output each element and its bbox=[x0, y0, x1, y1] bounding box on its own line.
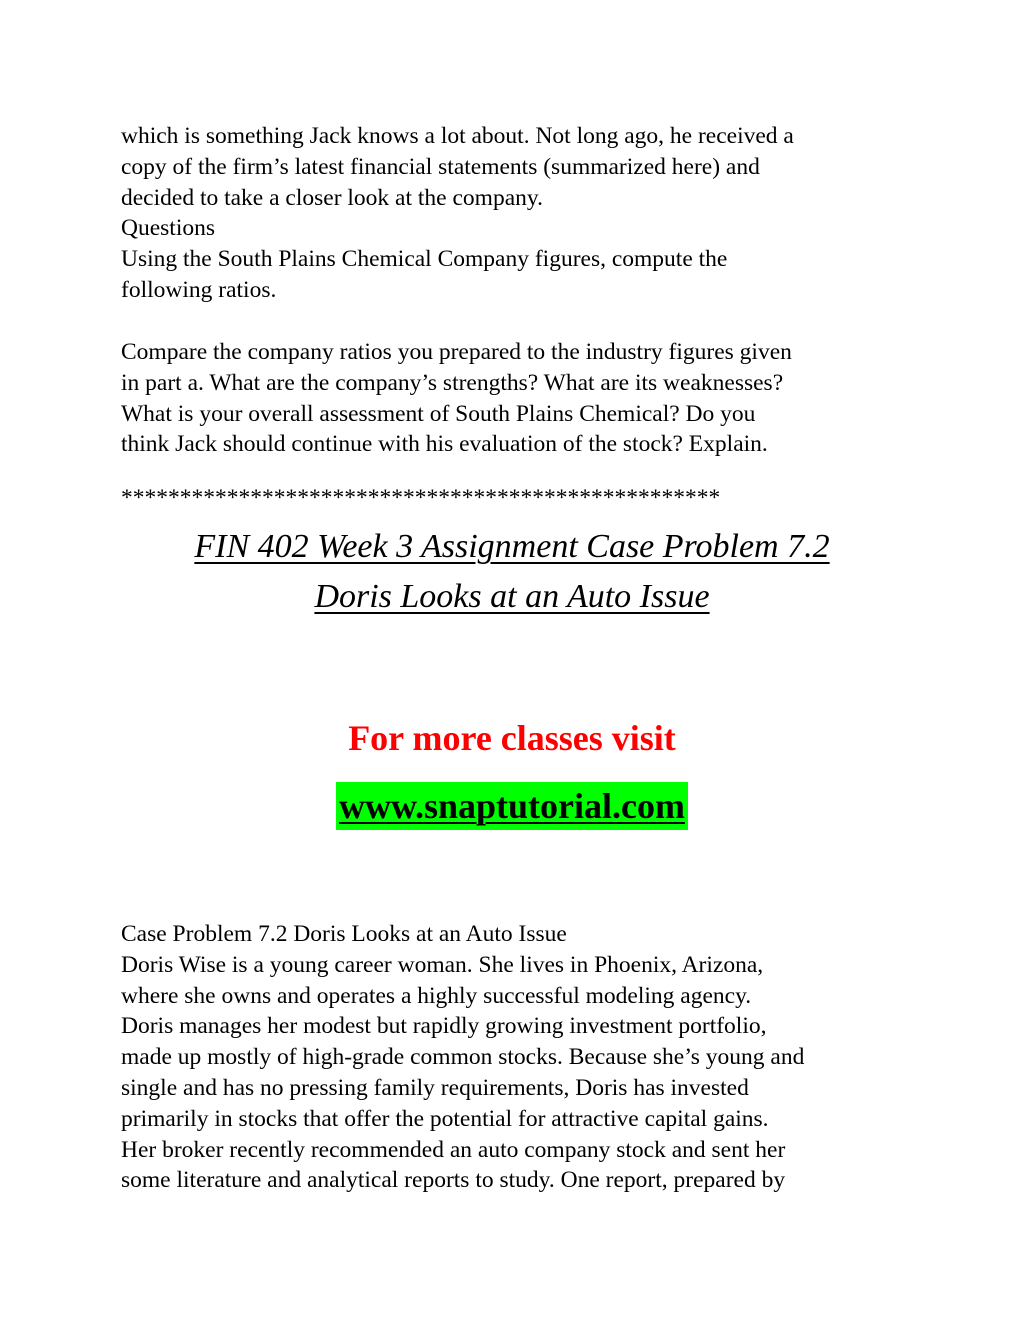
compare-paragraph bbox=[121, 337, 921, 460]
intro-line: which is something Jack knows a lot about. Not long ago, he received a bbox=[121, 123, 794, 149]
separator-line: *************************************************** bbox=[121, 485, 721, 511]
case-line: where she owns and operates a highly successful modeling agency. bbox=[121, 982, 752, 1009]
case-line: single and has no pressing family requirements, Doris has invested bbox=[121, 1074, 749, 1101]
case-line: primarily in stocks that offer the potential for attractive capital gains. bbox=[121, 1105, 769, 1132]
promo-link-container bbox=[0, 782, 1024, 830]
assignment-title: FIN 402 Week 3 Assignment Case Problem 7.2 bbox=[194, 528, 830, 565]
case-line: Doris manages her modest but rapidly growing investment portfolio, bbox=[121, 1013, 767, 1040]
intro-line: copy of the firm’s latest financial statements (summarized here) and bbox=[121, 153, 760, 180]
intro-line: following ratios. bbox=[121, 276, 277, 303]
case-line: made up mostly of high-grade common stocks. Because she’s young and bbox=[121, 1044, 805, 1071]
assignment-subtitle: Doris Looks at an Auto Issue bbox=[314, 578, 710, 615]
case-heading: Case Problem 7.2 Doris Looks at an Auto Issue bbox=[121, 921, 567, 947]
promo-heading: For more classes visit bbox=[348, 718, 676, 758]
case-line: Doris Wise is a young career woman. She lives in Phoenix, Arizona, bbox=[121, 951, 764, 978]
compare-line: in part a. What are the company’s strengths? What are its weaknesses? bbox=[121, 369, 784, 396]
compare-line: Compare the company ratios you prepared to the industry figures given bbox=[121, 339, 792, 365]
intro-paragraph bbox=[121, 121, 921, 306]
compare-line: What is your overall assessment of South Plains Chemical? Do you bbox=[121, 400, 756, 427]
intro-line: Using the South Plains Chemical Company figures, compute the bbox=[121, 246, 728, 273]
intro-line: decided to take a closer look at the company. bbox=[121, 184, 543, 211]
case-line: Her broker recently recommended an auto company stock and sent her bbox=[121, 1136, 786, 1163]
case-line: some literature and analytical reports to study. One report, prepared by bbox=[121, 1167, 786, 1194]
snaptutorial-link[interactable]: www.snaptutorial.com bbox=[336, 782, 688, 830]
questions-heading: Questions bbox=[121, 215, 215, 242]
compare-line: think Jack should continue with his evaluation of the stock? Explain. bbox=[121, 431, 768, 458]
case-paragraph bbox=[121, 919, 921, 1196]
